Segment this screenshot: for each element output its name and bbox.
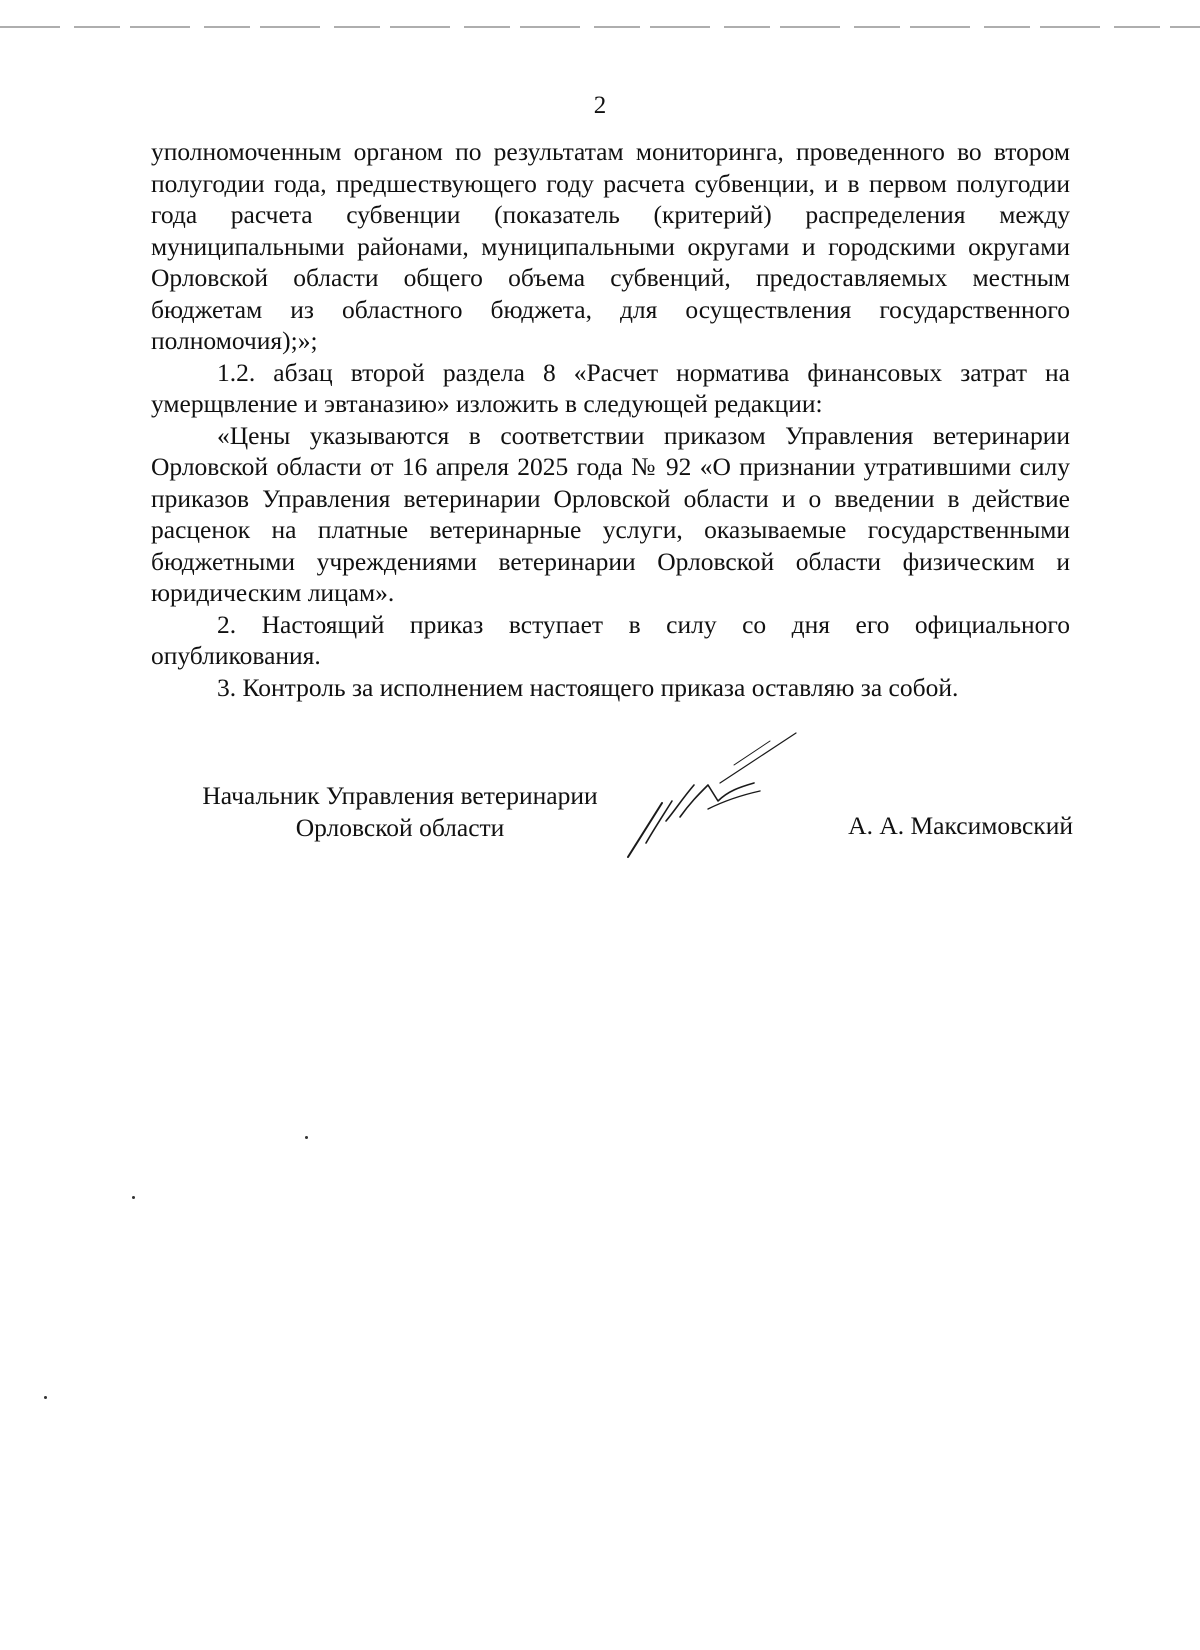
signature-block [0, 780, 1200, 900]
handwritten-signature [620, 725, 820, 865]
scan-top-border [0, 26, 1200, 28]
paragraph-item-2: 2. Настоящий приказ вступает в силу со дня его официального опубликования. [151, 609, 1070, 670]
signer-position-line2: Орловской области [295, 812, 505, 842]
paragraph-quote: «Цены указываются в соответствии приказом Управления ветеринарии Орловской области от 16 апреля 2025 года № 92 «О признании утратившими силу приказов Управления ветеринарии Орловской области и о введении в действие расценок на платные ветеринарные услуги, оказываемые государственными бюджетными учреждениями ветеринарии Орловской области физическим и юридическим лицам». [151, 420, 1070, 607]
scan-speck [44, 1396, 47, 1399]
signer-position [180, 780, 620, 843]
scan-speck [132, 1196, 135, 1199]
paragraph-continuation: уполномоченным органом по результатам мониторинга, проведенного во втором полугодии года, предшествующего году расчета субвенции, и в первом полугодии года расчета субвенции (показатель (критерий) распределения между муниципальными районами, муниципальными округами и городскими округами Орловской области общего объема субвенций, предоставляемых местным бюджетам из областного бюджета, для осуществления государственного полномочия);»; [151, 137, 1070, 355]
page-number: 2 [593, 92, 607, 119]
document-body [151, 136, 1070, 703]
paragraph-item-3: 3. Контроль за исполнением настоящего приказа оставляю за собой. [217, 672, 959, 702]
scan-speck [305, 1136, 308, 1139]
signer-position-line1: Начальник Управления ветеринарии [202, 781, 598, 810]
paragraph-item-1-2: 1.2. абзац второй раздела 8 «Расчет норматива финансовых затрат на умерщвление и эвтаназию» изложить в следующей редакции: [151, 357, 1070, 418]
signer-name: А. А. Максимовский [848, 811, 1073, 840]
